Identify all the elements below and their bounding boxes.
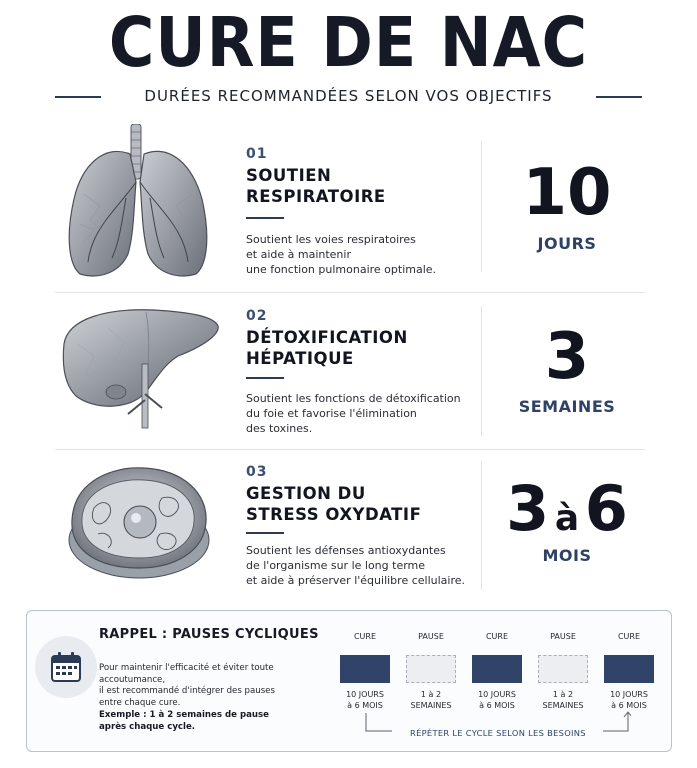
cycle-pause-block (406, 655, 456, 683)
row-separator (55, 449, 645, 450)
cycle-cure-block (604, 655, 654, 683)
cycle-step-duration-line: SEMAINES (542, 701, 584, 710)
row-description-line: des toxines. (246, 422, 313, 435)
reminder-text-line: il est recommandé d'intégrer des pauses (99, 686, 275, 696)
calendar-icon (49, 650, 83, 684)
cycle-step-duration (335, 689, 395, 711)
row-heading (246, 165, 386, 207)
cell-icon (64, 460, 214, 584)
cycle-step-duration (467, 689, 527, 711)
row-description (246, 232, 476, 277)
row-description-line: de l'organisme sur le long terme (246, 559, 426, 572)
page-title: CURE DE NAC (108, 2, 589, 83)
row-divider (481, 462, 482, 590)
reminder-example-line: après chaque cycle. (99, 722, 196, 732)
cycle-step-duration-line: SEMAINES (410, 701, 452, 710)
row-heading-line: GESTION DU (246, 484, 366, 503)
row-heading-line: SOUTIEN (246, 166, 332, 185)
cycle-step-duration (599, 689, 659, 711)
row-description-line: et aide à maintenir (246, 248, 351, 261)
duration-value-end: 6 (584, 472, 628, 545)
row-description (246, 543, 476, 588)
cycle-step-duration (533, 689, 593, 711)
subtitle-rule-right (596, 96, 642, 98)
row-underline (246, 377, 284, 379)
cycle-cure-block (472, 655, 522, 683)
row-heading-line: RESPIRATOIRE (246, 187, 386, 206)
lungs-icon (60, 124, 220, 280)
duration-value: 3 (544, 320, 590, 394)
calendar-badge (35, 636, 97, 698)
row-underline (246, 217, 284, 219)
duration-unit: MOIS (542, 546, 592, 565)
reminder-text-line: Pour maintenir l'efficacité et éviter toute accoutumance, (99, 663, 274, 685)
reminder-text (99, 663, 334, 709)
cycle-cure-block (340, 655, 390, 683)
row-description-line: du foie et favorise l'élimination (246, 407, 417, 420)
repeat-arrow-right-icon (601, 711, 631, 733)
row-description-line: Soutient les défenses antioxydantes (246, 544, 446, 557)
row-heading-line: HÉPATIQUE (246, 349, 354, 368)
row-oxydatif (40, 452, 645, 602)
repeat-arrow-left-icon (364, 711, 394, 733)
row-heading (246, 327, 408, 369)
cycle-step-duration-line: à 6 MOIS (347, 701, 383, 710)
duration-unit: SEMAINES (518, 397, 616, 416)
reminder-text-line: entre chaque cure. (99, 697, 181, 708)
cycle-step-duration-line: à 6 MOIS (611, 701, 647, 710)
row-description (246, 391, 476, 436)
cycle-step-duration-line: 10 JOURS (478, 690, 516, 699)
row-separator (55, 292, 645, 293)
cycle-pause-block (538, 655, 588, 683)
cycle-step-duration-line: 1 à 2 (420, 690, 442, 699)
row-heading (246, 483, 421, 525)
row-number: 02 (246, 308, 268, 324)
cycle-step-label: CURE (353, 632, 377, 641)
reminder-example (99, 709, 319, 733)
row-heading-line: STRESS OXYDATIF (246, 505, 422, 524)
cycle-step-duration-line: à 6 MOIS (479, 701, 515, 710)
cycle-step-duration (401, 689, 461, 711)
reminder-example-line: Exemple : 1 à 2 semaines de pause (99, 710, 269, 720)
subtitle-row (0, 86, 697, 108)
reminder-title: RAPPEL : PAUSES CYCLIQUES (99, 627, 319, 642)
row-heading-line: DÉTOXIFICATION (246, 328, 408, 347)
duration-value-connector: à (554, 498, 580, 539)
row-respiratoire (40, 122, 645, 292)
row-description-line: Soutient les voies respiratoires (246, 233, 416, 246)
repeat-cycle-text: RÉPÉTER LE CYCLE SELON LES BESOINS (410, 728, 586, 738)
cycle-step-duration-line: 10 JOURS (610, 690, 648, 699)
row-detox (40, 296, 645, 448)
row-underline (246, 532, 284, 534)
page-subtitle: DURÉES RECOMMANDÉES SELON VOS OBJECTIFS (144, 87, 553, 105)
duration-unit: JOURS (537, 234, 597, 253)
cycle-step-duration-line: 10 JOURS (346, 690, 384, 699)
row-number: 03 (246, 464, 268, 480)
liver-icon (58, 304, 223, 434)
row-description-line: une fonction pulmonaire optimale. (246, 263, 437, 276)
row-divider (481, 142, 482, 272)
row-number: 01 (246, 146, 268, 162)
cycle-step-label: CURE (617, 632, 641, 641)
duration-value: 10 (522, 156, 612, 230)
cycle-step-label: CURE (485, 632, 509, 641)
reminder-box (26, 610, 672, 752)
row-description-line: et aide à préserver l'équilibre cellulaire. (246, 574, 466, 587)
cycle-step-label: PAUSE (550, 632, 576, 641)
cycle-step-label: PAUSE (418, 632, 444, 641)
duration-value-start: 3 (506, 472, 550, 545)
row-divider (481, 306, 482, 436)
row-description-line: Soutient les fonctions de détoxification (246, 392, 461, 405)
cycle-step-duration-line: 1 à 2 (552, 690, 574, 699)
